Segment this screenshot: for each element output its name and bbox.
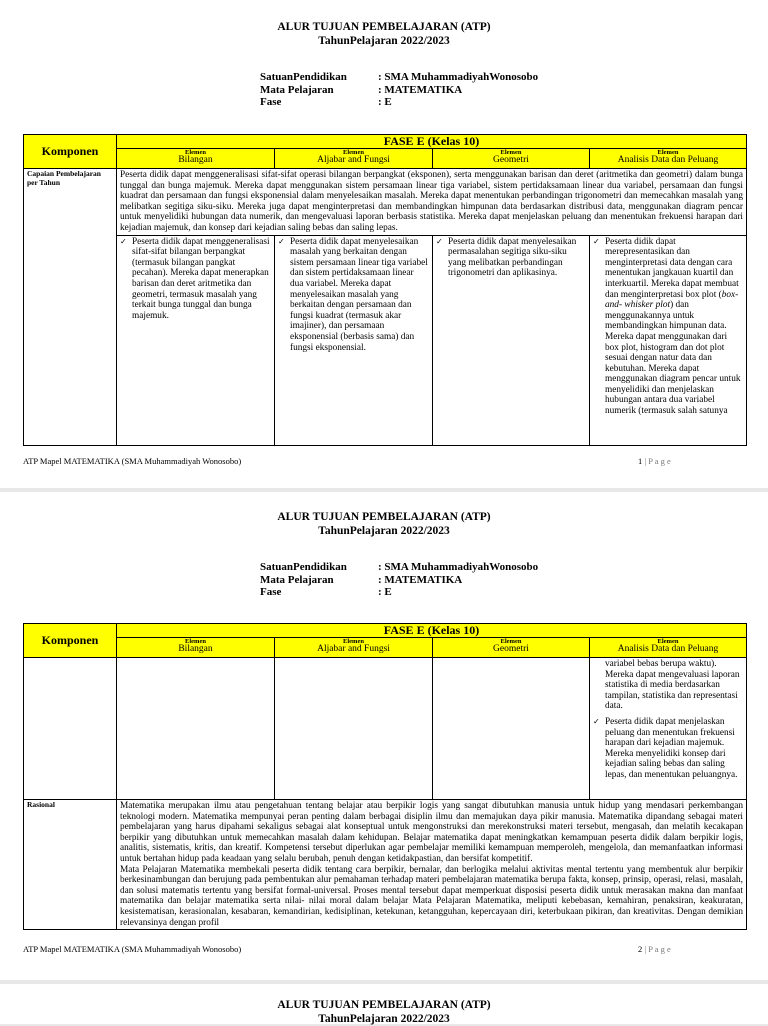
page-footer <box>23 944 746 954</box>
atp-table <box>23 134 747 446</box>
check-icon: ✓ <box>593 236 600 246</box>
fase-header: FASE E (Kelas 10) <box>117 624 747 638</box>
element-header: Elemen Aljabar and Fungsi <box>275 149 433 169</box>
doc-meta <box>260 561 538 599</box>
meta-label: Mata Pelajaran <box>260 573 334 586</box>
meta-label: Mata Pelajaran <box>260 83 334 96</box>
komponen-header: Komponen <box>24 135 117 169</box>
meta-value: : E <box>378 96 392 108</box>
page-2 <box>0 492 768 980</box>
footer-left: ATP Mapel MATEMATIKA (SMA Muhammadiyah Wonosobo) <box>23 944 242 954</box>
element-header: Elemen Analisis Data dan Peluang <box>590 638 747 658</box>
fase-header: FASE E (Kelas 10) <box>117 135 747 149</box>
check-icon: ✓ <box>278 236 285 246</box>
meta-label: Fase <box>260 586 282 598</box>
element-header: Elemen Bilangan <box>117 149 275 169</box>
meta-value: : SMA MuhammadiyahWonosobo <box>378 561 539 573</box>
atp-table <box>23 623 747 930</box>
meta-value: : E <box>378 586 392 598</box>
element-header: Elemen Bilangan <box>117 638 275 658</box>
cp-text: Peserta didik dapat menggeneralisasi sifat-sifat operasi bilangan berpangkat (eksponen), serta menggunakan barisan dan deret (aritmetika dan geometri) dalam bunga tunggal dan bunga majemuk. Mereka dapat menggunakan sistem persamaan linear tiga variabel, sistem pertidaksamaan linear dua variabel, persamaan dan fungsi kuadrat dan persamaan dan fungsi eksponensial dalam menyelesaikan masalah. Mereka dapat menentukan perbandingan trigonometri dan memecahkan masalah yang melibatkan segitiga siku-siku. Mereka juga dapat menginterpretasi dan membandingkan himpunan data berdasarkan distribusi data, menggunakan diagram pencar untuk menyelidiki hubungan data numerik, dan mengevaluasi laporan berbasis statistika. Mereka dapat menjelaskan peluang dan menentukan frekuensi harapan dari kejadian majemuk, dan konsep dari kejadian saling bebas dan saling lepas. <box>117 169 747 236</box>
komponen-header: Komponen <box>24 624 117 658</box>
check-icon: ✓ <box>436 236 443 246</box>
meta-label: SatuanPendidikan <box>260 71 347 83</box>
rasional-paragraph: Mata Pelajaran Matematika membekali peserta didik tentang cara berpikir, bernalar, dan berlogika melalui aktivitas mental tertentu yang membentuk alur berpikir berkesinambungan dan berujung pada pembentukan alur pemahaman terhadap materi pembelajaran matematika berupa fakta, konsep, prinsip, operasi, relasi, masalah, dan solusi matematis tertentu yang bersifat formal-universal. Proses mental tersebut dapat memperkuat disposisi peserta didik untuk merasakan makna dan manfaat matematika dan belajar matematika serta nilai- nilai moral dalam belajar Mata Pelajaran Matematika, meliputi kebebasan, kemahiran, penaksiran, keakuratan, kesistematisan, kerasionalan, kesabaran, kemandirian, kedisiplinan, ketekunan, ketangguhan, kepercayaan diri, keterbukaan pikiran, dan kreativitas. Dengan demikian relevansinya dengan profil <box>120 864 744 928</box>
empty-cell <box>24 658 117 800</box>
page-number: 2 | P a g e <box>638 944 671 954</box>
page-footer <box>23 456 746 466</box>
doc-year: TahunPelajaran 2022/2023 <box>318 35 450 47</box>
empty-cell <box>275 658 433 800</box>
page-1 <box>0 0 768 488</box>
page-3 <box>0 984 768 1024</box>
rasional-paragraph: Matematika merupakan ilmu atau pengetahuan tentang belajar atau berpikir logis yang sangat dibutuhkan manusia untuk hidup yang mendasari perkembangan teknologi modern. Matematika mempunyai peran penting dalam berbagai disiplin ilmu dan memajukan daya pikir manusia. Matematika dipandang sebagai materi pembelajaran yang harus dipahami sekaligus sebagai alat konseptual untuk mengonstruksi dan merekonstruksi materi tersebut, mengasah, dan melatih kecakapan berpikir yang dibutuhkan untuk memecahkan masalah dalam kehidupan. Belajar matematika dapat meningkatkan kemampuan peserta didik dalam berpikir logis, analitis, sistematis, kritis, dan kreatif. Kompetensi tersebut diperlukan agar pembelajar memiliki kemampuan memperoleh, mengelola, dan memanfaatkan informasi untuk bertahan hidup pada keadaan yang selalu berubah, penuh dengan ketidakpastian, dan bersifat kompetitif. <box>120 801 744 864</box>
element-header: Elemen Aljabar and Fungsi <box>275 638 433 658</box>
meta-value: : MATEMATIKA <box>378 83 463 96</box>
check-icon: ✓ <box>120 236 127 246</box>
meta-label: Fase <box>260 96 282 108</box>
check-icon: ✓ <box>593 716 600 726</box>
empty-cell <box>117 658 275 800</box>
cp-bilangan-cell: ✓ Peserta didik dapat menggeneralisasi sifat-sifat bilangan berpangkat (termasuk bilangan pangkat pecahan). Mereka dapat menerapkan barisan dan deret aritmetika dan geometri, termasuk masalah yang terkait bunga tunggal dan bunga majemuk. <box>117 235 275 445</box>
meta-label: SatuanPendidikan <box>260 561 347 573</box>
rasional-text <box>117 800 747 930</box>
doc-meta <box>260 71 538 109</box>
meta-value: : MATEMATIKA <box>378 573 463 586</box>
doc-title: ALUR TUJUAN PEMBELAJARAN (ATP) <box>277 511 491 523</box>
element-header: Elemen Analisis Data dan Peluang <box>590 149 747 169</box>
page-number: 1 | P a g e <box>638 456 671 466</box>
doc-title: ALUR TUJUAN PEMBELAJARAN (ATP) <box>277 21 491 33</box>
doc-year: TahunPelajaran 2022/2023 <box>318 525 450 537</box>
element-header: Elemen Geometri <box>433 638 590 658</box>
cp-analisis-cont: variabel bebas berupa waktu). Mereka dapat mengevaluasi laporan statistika di media berdasarkan tampilan, statistika dan representasi data. ✓ Peserta didik dapat menjelaskan peluang dan menentukan frekuensi harapan dari kejadian majemuk. Mereka menyelidiki konsep dari kejadian saling bebas dan saling lepas, dan menentukan peluangnya. <box>590 658 747 800</box>
doc-title: ALUR TUJUAN PEMBELAJARAN (ATP) <box>277 999 491 1011</box>
cp-analisis-cell: ✓ Peserta didik dapat merepresentasikan dan menginterpretasi data dengan cara menentukan jangkauan kuartil dan interkuartil. Mereka dapat membuat dan menginterpretasi box plot (box-and- whisker plot) dan menggunakannya untuk membandingkan himpunan data. Mereka dapat menggunakan dari box plot, histogram dan dot plot sesuai dengan natur data dan kebutuhan. Mereka dapat menggunakan diagram pencar untuk menyelidiki dan menjelaskan hubungan antara dua variabel numerik (termasuk salah satunya <box>590 235 747 445</box>
rasional-label: Rasional <box>24 800 117 930</box>
element-header: Elemen Geometri <box>433 149 590 169</box>
cp-label: Capaian Pembelajaran per Tahun <box>24 169 117 446</box>
meta-value: : SMA MuhammadiyahWonosobo <box>378 71 539 83</box>
cp-aljabar-cell: ✓ Peserta didik dapat menyelesaikan masalah yang berkaitan dengan sistem persamaan linear tiga variabel dan sistem pertidaksamaan linear dua variabel. Mereka dapat menyelesaikan masalah yang berkaitan dengan persamaan dan fungsi kuadrat (termasuk akar imajiner), dan persamaan eksponensial (berbasis sama) dan fungsi eksponensial. <box>275 235 433 445</box>
footer-left: ATP Mapel MATEMATIKA (SMA Muhammadiyah Wonosobo) <box>23 456 242 466</box>
continued-text: variabel bebas berupa waktu). Mereka dapat mengevaluasi laporan statistika di media berdasarkan tampilan, statistika dan representasi data. <box>605 659 740 712</box>
cp-geometri-cell: ✓ Peserta didik dapat menyelesaikan permasalahan segitiga siku-siku yang melibatkan perbandingan trigonometri dan aplikasinya. <box>433 235 590 445</box>
empty-cell <box>433 658 590 800</box>
doc-year: TahunPelajaran 2022/2023 <box>318 1013 450 1025</box>
